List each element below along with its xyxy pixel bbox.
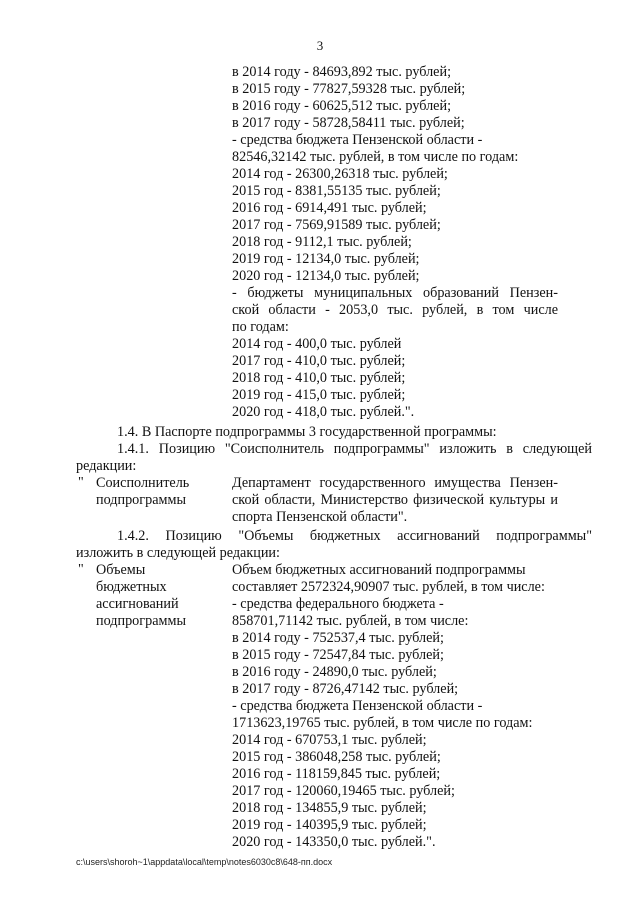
text-line: в 2015 году - 77827,59328 тыс. рублей;	[232, 81, 466, 97]
coexecutor-value: спорта Пензенской области".	[232, 509, 408, 525]
text-line: - средства бюджета Пензенской области -	[232, 132, 483, 148]
text-line: в 2017 году - 8726,47142 тыс. рублей;	[232, 681, 459, 697]
text-line: 2019 год - 12134,0 тыс. рублей;	[232, 251, 420, 267]
text-line: 2014 год - 26300,26318 тыс. рублей;	[232, 166, 448, 182]
text-line-justified: - бюджеты муниципальных образований Пензен-	[232, 285, 558, 301]
text-line: 82546,32142 тыс. рублей, в том числе по годам:	[232, 149, 519, 165]
text-line: - средства федерального бюджета -	[232, 596, 444, 612]
text-line-justified: ской области - 2053,0 тыс. рублей, в том числе	[232, 302, 558, 318]
volumes-label: Объемы	[96, 562, 146, 578]
text-line: 2017 год - 7569,91589 тыс. рублей;	[232, 217, 441, 233]
paragraph-1-4-1-cont: редакции:	[76, 458, 137, 474]
text-line: 2014 год - 400,0 тыс. рублей	[232, 336, 402, 352]
text-line: 1713623,19765 тыс. рублей, в том числе по годам:	[232, 715, 533, 731]
text-line: 2016 год - 118159,845 тыс. рублей;	[232, 766, 441, 782]
paragraph-1-4: 1.4. В Паспорте подпрограммы 3 государственной программы:	[117, 424, 497, 440]
text-line: 2018 год - 410,0 тыс. рублей;	[232, 370, 406, 386]
text-line: 2016 год - 6914,491 тыс. рублей;	[232, 200, 427, 216]
text-line: 2014 год - 670753,1 тыс. рублей;	[232, 732, 427, 748]
text-line: 2017 год - 410,0 тыс. рублей;	[232, 353, 406, 369]
text-line: в 2016 году - 24890,0 тыс. рублей;	[232, 664, 437, 680]
text-line: 2020 год - 12134,0 тыс. рублей;	[232, 268, 420, 284]
volumes-label: бюджетных	[96, 579, 167, 595]
coexecutor-label: Соисполнитель	[96, 475, 190, 491]
text-line: 2015 год - 386048,258 тыс. рублей;	[232, 749, 441, 765]
quote-mark: "	[78, 475, 84, 490]
text-line: в 2014 году - 752537,4 тыс. рублей;	[232, 630, 444, 646]
coexecutor-value: ской области, Министерство физической культуры и	[232, 492, 558, 508]
text-line: в 2015 году - 72547,84 тыс. рублей;	[232, 647, 444, 663]
paragraph-1-4-2: 1.4.2. Позицию "Объемы бюджетных ассигнований подпрограммы"	[117, 528, 592, 544]
footer-file-path: c:\users\shoroh~1\appdata\local\temp\notes6030c8\648-пп.docx	[76, 857, 333, 867]
page-number: 3	[316, 38, 324, 53]
paragraph-1-4-1: 1.4.1. Позицию "Соисполнитель подпрограммы" изложить в следующей	[117, 441, 592, 457]
text-line: по годам:	[232, 319, 289, 335]
text-line: 2020 год - 418,0 тыс. рублей.".	[232, 404, 415, 420]
coexecutor-label: подпрограммы	[96, 492, 186, 508]
quote-mark: "	[78, 562, 84, 577]
text-line: - средства бюджета Пензенской области -	[232, 698, 483, 714]
text-line: 2019 год - 415,0 тыс. рублей;	[232, 387, 406, 403]
volumes-label: ассигнований	[96, 596, 179, 612]
text-line: 2017 год - 120060,19465 тыс. рублей;	[232, 783, 455, 799]
text-line: в 2014 году - 84693,892 тыс. рублей;	[232, 64, 452, 80]
paragraph-1-4-2-cont: изложить в следующей редакции:	[76, 545, 280, 561]
text-line: 858701,71142 тыс. рублей, в том числе:	[232, 613, 469, 629]
coexecutor-value: Департамент государственного имущества Пензен-	[232, 475, 558, 491]
text-line: 2015 год - 8381,55135 тыс. рублей;	[232, 183, 441, 199]
text-line: 2018 год - 9112,1 тыс. рублей;	[232, 234, 412, 250]
text-line: в 2017 году - 58728,58411 тыс. рублей;	[232, 115, 465, 131]
text-line: Объем бюджетных ассигнований подпрограммы	[232, 562, 526, 578]
text-line: 2019 год - 140395,9 тыс. рублей;	[232, 817, 427, 833]
volumes-label: подпрограммы	[96, 613, 186, 629]
text-line: в 2016 году - 60625,512 тыс. рублей;	[232, 98, 452, 114]
text-line: 2018 год - 134855,9 тыс. рублей;	[232, 800, 427, 816]
text-line: 2020 год - 143350,0 тыс. рублей.".	[232, 834, 436, 850]
text-line: составляет 2572324,90907 тыс. рублей, в том числе:	[232, 579, 545, 595]
